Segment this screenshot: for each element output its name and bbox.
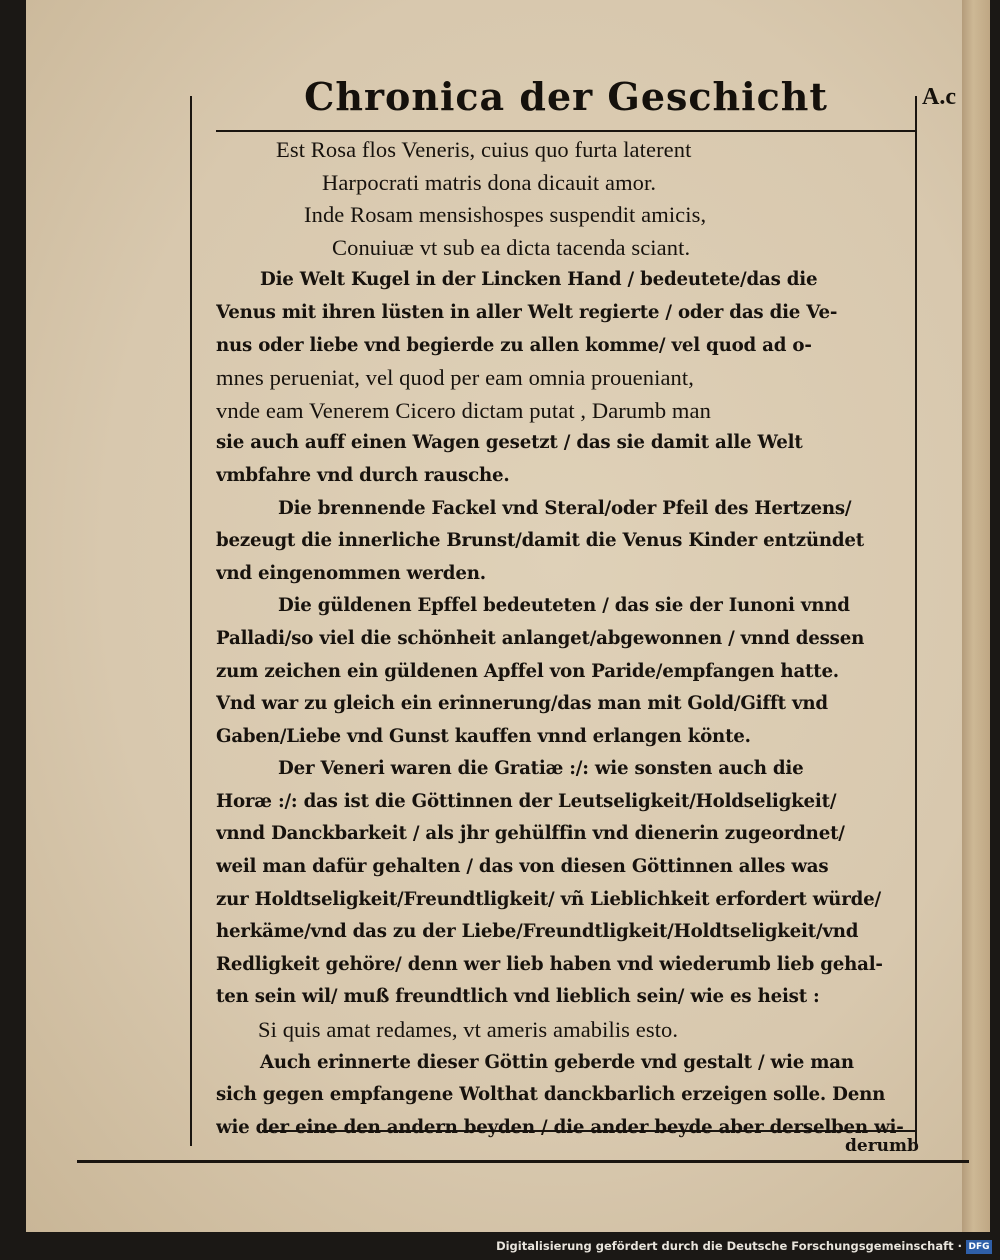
- digitization-credit: Digitalisierung gefördert durch die Deutsche Forschungsgemeinschaft ·: [496, 1239, 962, 1253]
- text-line: Die brennende Fackel vnd Steral/oder Pfeil des Hertzens/: [278, 497, 852, 519]
- text-line: ten sein wil/ muß freundtlich vnd lieblich sein/ wie es heist :: [216, 986, 820, 1008]
- text-line: vnde eam Venerem Cicero dictam putat , Darumb man: [216, 397, 711, 423]
- text-line: Vnd war zu gleich ein erinnerung/das man mit Gold/Gifft vnd: [216, 693, 828, 715]
- text-line: sich gegen empfangene Wolthat danckbarlich erzeigen solle. Denn: [216, 1084, 886, 1106]
- text-line: Harpocrati matris dona dicauit amor.: [322, 169, 657, 195]
- text-line: Die Welt Kugel in der Lincken Hand / bedeutete/das die: [260, 269, 818, 291]
- text-line: vnd eingenommen werden.: [216, 562, 486, 584]
- text-line: Gaben/Liebe vnd Gunst kauffen vnnd erlangen könte.: [216, 725, 751, 747]
- dfg-logo: DFG: [966, 1240, 992, 1254]
- text-line: weil man dafür gehalten / das von diesen Göttinnen alles was: [216, 856, 829, 878]
- text-line: Palladi/so viel die schönheit anlanget/abgewonnen / vnnd dessen: [216, 627, 865, 649]
- frame-rule-bottom: [77, 1160, 969, 1163]
- text-line: Est Rosa flos Veneris, cuius quo furta laterent: [276, 137, 692, 162]
- page-edge: [962, 0, 990, 1232]
- text-line: Redligkeit gehöre/ denn wer lieb haben vnd wiederumb lieb gehal-: [216, 953, 883, 975]
- text-line: Venus mit ihren lüsten in aller Welt regierte / oder das die Ve-: [216, 301, 838, 323]
- head-rule: [216, 130, 916, 132]
- signature-mark: A.c: [922, 84, 956, 110]
- text-line: vnnd Danckbarkeit / als jhr gehülffin vnd dienerin zugeordnet/: [216, 823, 845, 845]
- footer-bar: [0, 1232, 1000, 1260]
- text-line: Auch erinnerte dieser Göttin geberde vnd gestalt / wie man: [260, 1051, 854, 1073]
- text-line: herkäme/vnd das zu der Liebe/Freundtligkeit/Holdtseligkeit/vnd: [216, 921, 859, 943]
- text-line: Der Veneri waren die Gratiæ :/: wie sonsten auch die: [278, 758, 804, 780]
- text-line: bezeugt die innerliche Brunst/damit die Venus Kinder entzündet: [216, 530, 864, 552]
- text-line: zum zeichen ein güldenen Apffel von Paride/empfangen hatte.: [216, 660, 839, 682]
- text-line: Conuiuæ vt sub ea dicta tacenda sciant.: [332, 234, 691, 260]
- text-line: Inde Rosam mensishospes suspendit amicis,: [304, 202, 707, 228]
- text-line: mnes perueniat, vel quod per eam omnia proueniant,: [216, 365, 694, 391]
- body-text: [216, 134, 916, 1144]
- text-line: vmbfahre vnd durch rausche.: [216, 464, 510, 486]
- frame-rule-left: [190, 96, 192, 1146]
- text-line: Die güldenen Epffel bedeuteten / das sie der Iunoni vnnd: [278, 595, 850, 617]
- catchword: derumb: [845, 1136, 919, 1156]
- text-line: sie auch auff einen Wagen gesetzt / das sie damit alle Welt: [216, 432, 803, 454]
- text-line: Si quis amat redames, vt ameris amabilis esto.: [258, 1017, 679, 1043]
- text-line: Horæ :/: das ist die Göttinnen der Leutseligkeit/Holdseligkeit/: [216, 790, 837, 812]
- text-line: zur Holdtseligkeit/Freundtligkeit/ vñ Lieblichkeit erfordert würde/: [216, 888, 881, 910]
- text-line: wie der eine den andern beyden / die ander beyde aber derselben wi-: [216, 1116, 904, 1138]
- text-line: nus oder liebe vnd begierde zu allen komme/ vel quod ad o-: [216, 334, 812, 356]
- running-head: Chronica der Geschicht: [304, 74, 828, 119]
